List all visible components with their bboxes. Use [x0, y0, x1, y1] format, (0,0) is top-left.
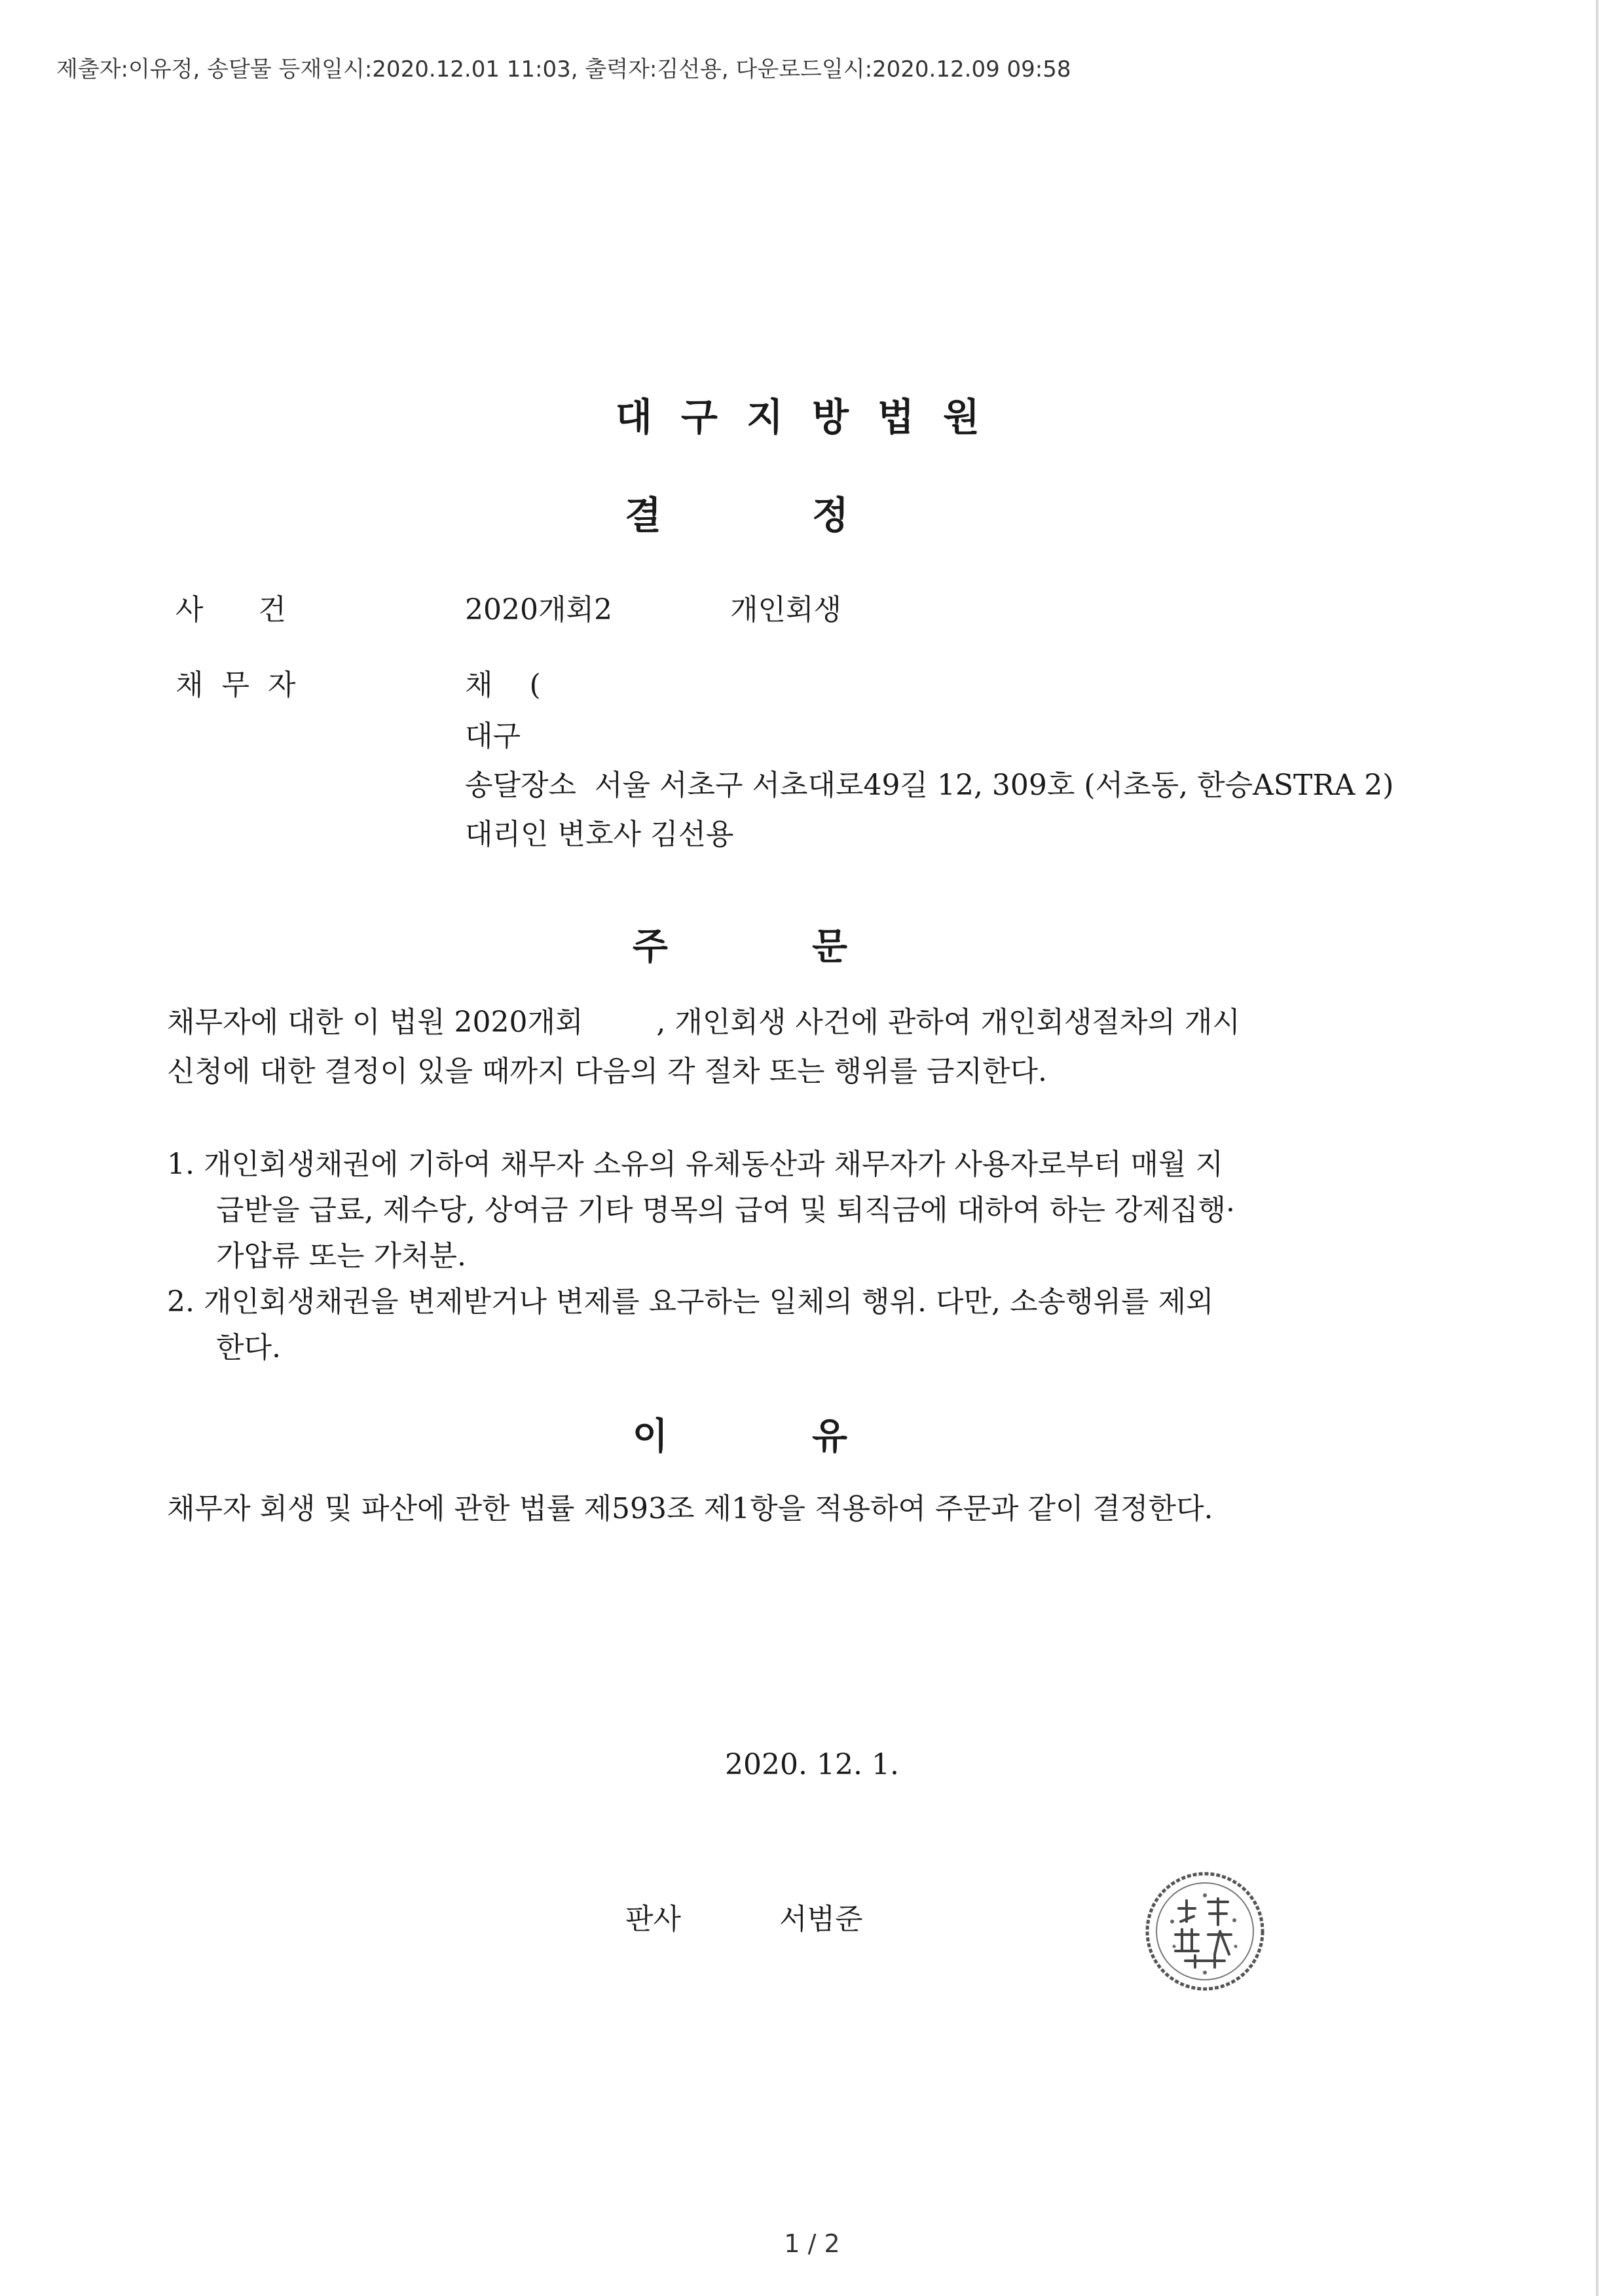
case-type: 개인회생 [730, 593, 842, 627]
reason-text: 채무자 회생 및 파산에 관한 법률 제593조 제1항을 적용하여 주문과 같이 결정한다. [167, 1492, 1213, 1525]
agent: 대리인 변호사 김선용 [465, 818, 734, 851]
document-type: 결정 [624, 493, 1000, 538]
debtor-label: 채 무 자 [175, 668, 296, 702]
order-paragraph-line: 신청에 대한 결정이 있을 때까지 다음의 각 절차 또는 행위를 금지한다. [167, 1055, 1047, 1088]
judge-seal-icon [1143, 1869, 1267, 1994]
reason-heading: 이유 [632, 1415, 992, 1458]
submission-meta: 제출자:이유정, 송달물 등재일시:2020.12.01 11:03, 출력자:김선용, 다운로드일시:2020.12.09 09:58 [56, 56, 1071, 82]
judge-signature [625, 1895, 863, 1937]
order-item-1: 1. 개인회생채권에 기하여 채무자 소유의 유체동산과 채무자가 사용자로부터 매월 지 [167, 1148, 1223, 1181]
case-label: 사 건 [175, 593, 286, 627]
case-number: 2020개회2 [465, 593, 612, 627]
debtor-address: 대구 [465, 720, 521, 753]
debtor-name: 채 ( [465, 668, 541, 702]
order-paragraph-line: 채무자에 대한 이 법원 2020개회 , 개인회생 사건에 관하여 개인회생절차의 개시 [167, 1006, 1240, 1039]
judge-title: 판사 [625, 1903, 682, 1936]
decision-date: 2020. 12. 1. [725, 1748, 899, 1781]
scan-edge-line [1596, 0, 1598, 2296]
service-address: 송달장소 서울 서초구 서초대로49길 12, 309호 (서초동, 한승ASTRA 2) [465, 769, 1394, 802]
order-heading: 주문 [632, 926, 992, 968]
judge-name: 서범준 [779, 1903, 863, 1936]
order-item-2: 2. 개인회생채권을 변제받거나 변제를 요구하는 일체의 행위. 다만, 소송행위를 제외 [167, 1285, 1214, 1319]
order-item-2-cont: 한다. [216, 1331, 281, 1364]
order-item-1-cont: 급받을 급료, 제수당, 상여금 기타 명목의 급여 및 퇴직금에 대하여 하는 강제집행· [216, 1194, 1235, 1227]
order-item-1-cont: 가압류 또는 가처분. [216, 1239, 466, 1273]
page-number: 1 / 2 [784, 2229, 840, 2258]
court-name: 대구지방법원 [615, 395, 1009, 439]
